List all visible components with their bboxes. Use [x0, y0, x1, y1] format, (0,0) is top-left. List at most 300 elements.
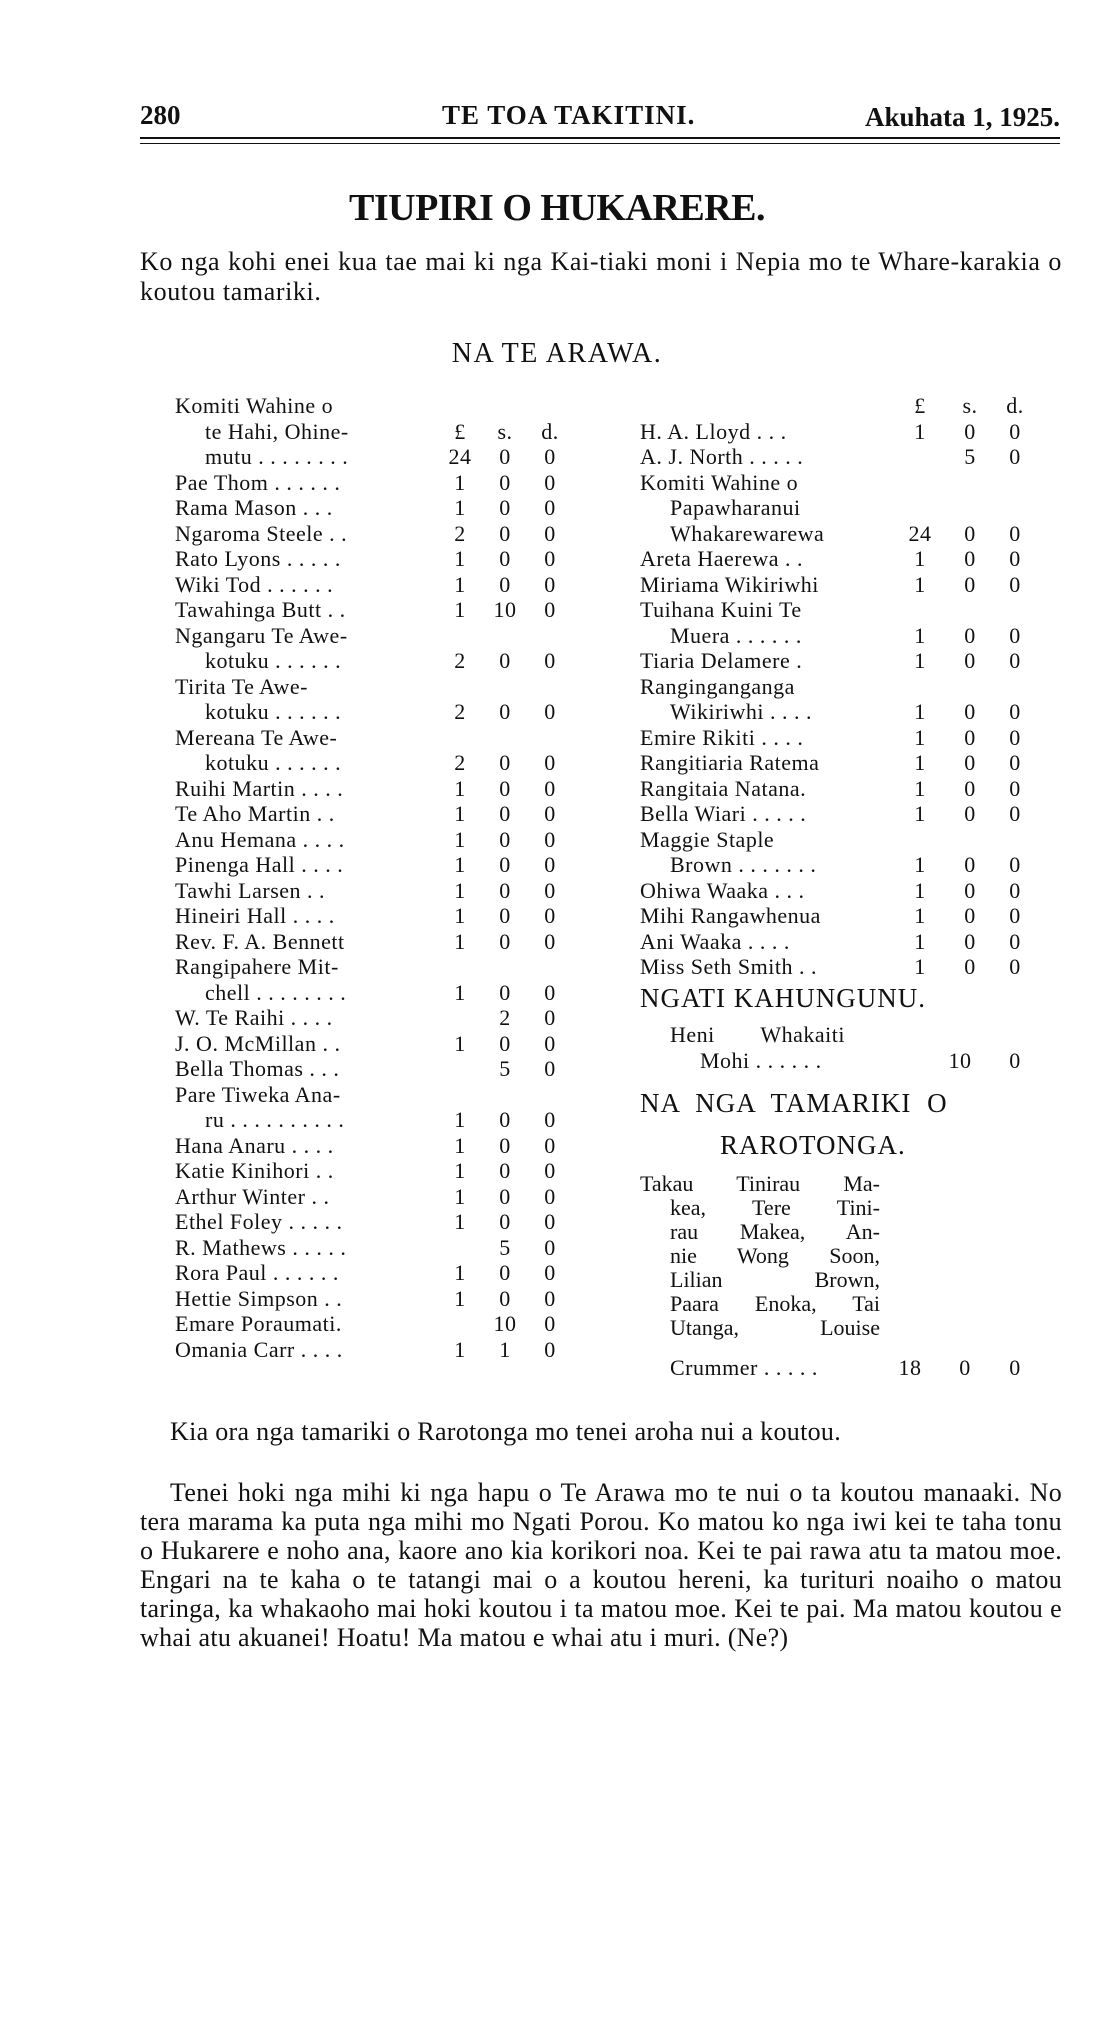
- donor-row: [175, 852, 565, 878]
- donor-row: [175, 954, 565, 980]
- donor-name: R. Mathews . . . . .: [175, 1234, 347, 1260]
- donor-row: [640, 801, 1060, 827]
- amount-pence: 0: [544, 1183, 556, 1209]
- donor-name: Miss Seth Smith . .: [640, 954, 817, 979]
- amount-pence: 0: [544, 928, 556, 954]
- rarotonga-name-line: Utanga, Louise: [670, 1315, 880, 1340]
- amount-shillings: 0: [499, 648, 511, 673]
- amount-shillings: 0: [499, 928, 511, 954]
- donor-row: [175, 980, 565, 1006]
- amount-pounds: 1: [914, 801, 926, 826]
- section-heading-rarotonga-2: RAROTONGA.: [720, 1130, 906, 1160]
- donor-row: [640, 470, 1060, 496]
- section-heading-rarotonga: NA NGA TAMARIKI O: [640, 1088, 948, 1118]
- amount-pence: 0: [544, 750, 556, 775]
- donor-name: Ohiwa Waaka . . .: [640, 877, 805, 903]
- kahungunu-pounds: 10: [948, 1047, 972, 1073]
- amount-pence: 0: [544, 801, 556, 826]
- donor-name: Rora Paul . . . . . .: [175, 1260, 339, 1285]
- amount-pence: 0: [544, 520, 556, 546]
- amount-shillings: 0: [499, 1260, 511, 1285]
- amount-shillings: 0: [499, 775, 511, 801]
- donor-row: [175, 929, 565, 955]
- amount-pence: 0: [544, 1005, 556, 1030]
- rarotonga-total-shillings: 0: [959, 1355, 971, 1380]
- amount-shillings: 0: [964, 622, 976, 648]
- donor-row: [175, 1056, 565, 1082]
- amount-pounds: 2: [454, 520, 466, 546]
- donor-name: W. Te Raihi . . . .: [175, 1005, 333, 1030]
- amount-pounds: 2: [454, 699, 466, 724]
- amount-shillings: 0: [499, 495, 511, 520]
- amount-shillings: 0: [964, 877, 976, 903]
- amount-pence: 0: [544, 1285, 556, 1311]
- kahungunu-name-line1: Heni Whakaiti: [670, 1022, 845, 1047]
- donor-list-left: [175, 393, 565, 1362]
- amount-pence: 0: [544, 826, 556, 852]
- amount-shillings: 0: [964, 903, 976, 928]
- amount-shillings: 0: [499, 546, 511, 571]
- rarotonga-name-line: kea, Tere Tini-: [670, 1195, 880, 1220]
- amount-shillings: 0: [964, 928, 976, 954]
- amount-pence: 0: [1009, 954, 1021, 979]
- amount-pounds: 1: [914, 852, 926, 877]
- amount-shillings: s.: [962, 393, 978, 418]
- donor-row: [175, 1260, 565, 1286]
- amount-shillings: 0: [964, 852, 976, 877]
- donor-name: Emare Poraumati.: [175, 1311, 342, 1336]
- donor-name: Ngangaru Te Awe-: [175, 622, 348, 648]
- donor-row: [175, 1158, 565, 1184]
- amount-shillings: 2: [499, 1005, 511, 1030]
- amount-pence: 0: [544, 444, 556, 469]
- donor-row: [640, 572, 1060, 598]
- amount-shillings: 0: [499, 826, 511, 852]
- amount-pounds: 1: [454, 1132, 466, 1158]
- donor-row: [175, 776, 565, 802]
- donor-row: [640, 699, 1060, 725]
- donor-name: Bella Thomas . . .: [175, 1056, 340, 1081]
- donor-name: A. J. North . . . . .: [640, 444, 804, 469]
- amount-shillings: 0: [499, 469, 511, 495]
- amount-pence: 0: [1009, 877, 1021, 903]
- amount-pence: 0: [1009, 903, 1021, 928]
- donor-row: [175, 725, 565, 751]
- amount-shillings: 0: [964, 520, 976, 546]
- amount-shillings: 5: [499, 1056, 511, 1081]
- amount-pence: d.: [1006, 393, 1024, 418]
- donor-name: Bella Wiari . . . . .: [640, 801, 807, 826]
- donor-name: Hettie Simpson . .: [175, 1285, 343, 1311]
- amount-pounds: 2: [454, 750, 466, 775]
- kahungunu-entry: [640, 1022, 1060, 1073]
- amount-shillings: 0: [964, 750, 976, 775]
- donor-row: [175, 1311, 565, 1337]
- amount-pounds: 1: [454, 1183, 466, 1209]
- amount-shillings: 0: [499, 444, 511, 469]
- amount-pence: 0: [1009, 520, 1021, 546]
- amount-pence: 0: [544, 852, 556, 877]
- amount-shillings: 0: [499, 1158, 511, 1183]
- publication-title: TE TOA TAKITINI.: [442, 100, 696, 130]
- amount-shillings: 0: [964, 571, 976, 597]
- donor-name: Emire Rikiti . . . .: [640, 724, 804, 750]
- donor-row: [640, 597, 1060, 623]
- donor-row: [175, 623, 565, 649]
- amount-shillings: 0: [499, 520, 511, 546]
- donor-row: [175, 1031, 565, 1057]
- amount-shillings: 10: [493, 597, 517, 622]
- amount-pence: 0: [544, 597, 556, 622]
- donor-name: Ranginganganga: [640, 673, 795, 699]
- donor-row: [640, 903, 1060, 929]
- donor-row: [640, 546, 1060, 572]
- amount-pence: 0: [544, 1234, 556, 1260]
- amount-pence: 0: [1009, 418, 1021, 444]
- amount-shillings: 0: [964, 648, 976, 673]
- header-rule: [140, 137, 1060, 139]
- issue-date: Akuhata 1, 1925.: [864, 102, 1060, 132]
- donor-name: Mihi Rangawhenua: [640, 903, 821, 928]
- donor-name: Hineiri Hall . . . .: [175, 903, 335, 928]
- donor-name: Wikiriwhi . . . .: [670, 699, 813, 724]
- intro-paragraph: Ko nga kohi enei kua tae mai ki nga Kai-tiaki moni i Nepia mo te Whare-karakia o koutou tamariki.: [140, 247, 1062, 306]
- donor-name: Katie Kinihori . .: [175, 1158, 334, 1183]
- donor-name: Rangipahere Mit-: [175, 954, 339, 979]
- amount-pence: d.: [541, 418, 559, 444]
- amount-pence: 0: [544, 877, 556, 903]
- amount-shillings: 5: [964, 444, 976, 469]
- amount-pence: 0: [1009, 571, 1021, 597]
- amount-pounds: 1: [914, 724, 926, 750]
- donor-name: Brown . . . . . . .: [670, 852, 817, 877]
- amount-pounds: 1: [454, 571, 466, 597]
- donor-row: [640, 674, 1060, 700]
- donor-name: chell . . . . . . . .: [205, 979, 347, 1005]
- amount-pounds: 1: [454, 1209, 466, 1234]
- amount-pence: 0: [544, 1311, 556, 1336]
- donor-name: Tawhi Larsen . .: [175, 877, 326, 903]
- donor-name: Papawharanui: [670, 495, 801, 520]
- amount-pence: 0: [1009, 852, 1021, 877]
- donor-row: [175, 546, 565, 572]
- donor-name: Tawahinga Butt . .: [175, 597, 346, 622]
- donor-row: [640, 623, 1060, 649]
- amount-pence: 0: [1009, 928, 1021, 954]
- amount-pounds: 1: [454, 877, 466, 903]
- amount-pence: 0: [544, 546, 556, 571]
- amount-pounds: 1: [454, 546, 466, 571]
- donor-name: J. O. McMillan . .: [175, 1030, 341, 1056]
- amount-shillings: 0: [964, 775, 976, 801]
- donor-name: Omania Carr . . . .: [175, 1336, 343, 1362]
- donor-name: Maggie Staple: [640, 826, 775, 852]
- amount-shillings: 0: [964, 724, 976, 750]
- amount-shillings: 0: [499, 1285, 511, 1311]
- amount-shillings: 1: [499, 1336, 511, 1362]
- donor-row: [640, 852, 1060, 878]
- amount-pence: 0: [544, 1209, 556, 1234]
- donor-row: [640, 419, 1060, 445]
- amount-shillings: 0: [499, 1107, 511, 1132]
- donor-row: [175, 1184, 565, 1210]
- donor-name: te Hahi, Ohine-: [205, 418, 349, 444]
- donor-name: Miriama Wikiriwhi: [640, 571, 819, 597]
- amount-shillings: 0: [499, 1183, 511, 1209]
- amount-shillings: 0: [499, 750, 511, 775]
- amount-pounds: 1: [454, 903, 466, 928]
- donor-row: [175, 1107, 565, 1133]
- donor-name: mutu . . . . . . . .: [205, 444, 349, 469]
- section-heading-arawa: NA TE ARAWA.: [451, 338, 663, 369]
- amount-shillings: 0: [499, 1209, 511, 1234]
- amount-pounds: 1: [454, 1336, 466, 1362]
- amount-pounds: 1: [914, 622, 926, 648]
- paragraph-thanks-rarotonga: Kia ora nga tamariki o Rarotonga mo tenei aroha nui a koutou.: [170, 1417, 841, 1446]
- donor-row: [640, 521, 1060, 547]
- donor-name: Rama Mason . . .: [175, 495, 333, 520]
- donor-name: Tiaria Delamere .: [640, 648, 803, 673]
- amount-pounds: 1: [914, 546, 926, 571]
- donor-row: [175, 393, 565, 419]
- amount-shillings: 0: [499, 852, 511, 877]
- amount-pounds: 2: [454, 648, 466, 673]
- amount-pence: 0: [544, 1056, 556, 1081]
- amount-shillings: 5: [499, 1234, 511, 1260]
- donor-row: [175, 674, 565, 700]
- amount-pounds: 1: [454, 1158, 466, 1183]
- page-number: 280: [140, 100, 181, 130]
- donor-name: Tirita Te Awe-: [175, 673, 308, 699]
- amount-shillings: 0: [964, 954, 976, 979]
- amount-pounds: 1: [454, 826, 466, 852]
- amount-pounds: 1: [914, 903, 926, 928]
- donor-name: Pare Tiweka Ana-: [175, 1081, 341, 1107]
- amount-pounds: 1: [454, 775, 466, 801]
- donor-name: Rato Lyons . . . . .: [175, 546, 341, 571]
- amount-pence: 0: [1009, 775, 1021, 801]
- amount-pence: 0: [544, 979, 556, 1005]
- rarotonga-total-pounds: 18: [898, 1355, 922, 1380]
- amount-pence: 0: [544, 1132, 556, 1158]
- amount-pence: 0: [1009, 699, 1021, 724]
- donor-row: [175, 495, 565, 521]
- amount-pounds: 1: [454, 1030, 466, 1056]
- amount-shillings: 0: [964, 546, 976, 571]
- amount-pence: 0: [544, 699, 556, 724]
- amount-pounds: 1: [454, 597, 466, 622]
- donor-name: Whakarewarewa: [670, 520, 825, 546]
- amount-pounds: 1: [914, 954, 926, 979]
- amount-shillings: 0: [499, 801, 511, 826]
- amount-pounds: 1: [454, 801, 466, 826]
- amount-pence: 0: [544, 903, 556, 928]
- amount-pounds: 1: [454, 469, 466, 495]
- amount-shillings: s.: [497, 418, 513, 444]
- donor-name: H. A. Lloyd . . .: [640, 418, 787, 444]
- donor-row: [175, 750, 565, 776]
- donor-row: [175, 648, 565, 674]
- amount-pounds: 1: [914, 928, 926, 954]
- donor-name: kotuku . . . . . .: [205, 648, 342, 673]
- donor-name: Rev. F. A. Bennett: [175, 928, 345, 954]
- amount-shillings: 0: [499, 571, 511, 597]
- donor-name: Te Aho Martin . .: [175, 801, 335, 826]
- donor-row: [640, 725, 1060, 751]
- amount-pounds: 1: [454, 1285, 466, 1311]
- donor-row: [175, 1005, 565, 1031]
- donor-row: [175, 572, 565, 598]
- amount-pounds: 1: [454, 852, 466, 877]
- amount-pence: 0: [544, 1260, 556, 1285]
- donor-row: [640, 954, 1060, 980]
- amount-shillings: 0: [964, 418, 976, 444]
- donor-name: Arthur Winter . .: [175, 1183, 330, 1209]
- donor-name: Wiki Tod . . . . . .: [175, 571, 334, 597]
- donor-name: Ethel Foley . . . . .: [175, 1209, 343, 1234]
- amount-pounds: 1: [454, 979, 466, 1005]
- amount-pence: 0: [544, 571, 556, 597]
- amount-pence: 0: [1009, 801, 1021, 826]
- donor-row: [175, 1209, 565, 1235]
- amount-pounds: 1: [914, 418, 926, 444]
- donor-row: [640, 827, 1060, 853]
- donor-name: Ngaroma Steele . .: [175, 520, 348, 546]
- donor-name: Ruihi Martin . . . .: [175, 775, 344, 801]
- donor-name: Mereana Te Awe-: [175, 724, 338, 750]
- amount-pence: 0: [544, 469, 556, 495]
- amount-pounds: 1: [914, 699, 926, 724]
- amount-pence: 0: [1009, 724, 1021, 750]
- rarotonga-name-line: Takau Tinirau Ma-: [640, 1171, 880, 1196]
- amount-shillings: 0: [499, 979, 511, 1005]
- amount-pence: 0: [544, 648, 556, 673]
- amount-pounds: 1: [914, 750, 926, 775]
- amount-pence: 0: [1009, 444, 1021, 469]
- amount-pounds: 1: [914, 877, 926, 903]
- donor-row: [640, 393, 1060, 419]
- donor-name: Rangitiaria Ratema: [640, 750, 820, 775]
- donor-name: Pinenga Hall . . . .: [175, 852, 344, 877]
- kahungunu-name-line2: Mohi . . . . . .: [700, 1047, 822, 1073]
- amount-pounds: 1: [914, 571, 926, 597]
- amount-shillings: 0: [964, 801, 976, 826]
- amount-pounds: 1: [454, 1107, 466, 1132]
- donor-row: [640, 444, 1060, 470]
- rarotonga-total-name: Crummer . . . . .: [670, 1355, 818, 1380]
- amount-pence: 0: [544, 1107, 556, 1132]
- donor-name: Pae Thom . . . . . .: [175, 469, 341, 495]
- header-rule-thin: [140, 143, 1060, 144]
- donor-row: [175, 699, 565, 725]
- rarotonga-name-line: Paara Enoka, Tai: [670, 1291, 880, 1316]
- section-heading-kahungunu: NGATI KAHUNGUNU.: [640, 983, 926, 1013]
- amount-pounds: £: [914, 393, 926, 418]
- donor-row: [640, 776, 1060, 802]
- amount-pence: 0: [1009, 750, 1021, 775]
- amount-shillings: 0: [499, 877, 511, 903]
- amount-pence: 0: [544, 495, 556, 520]
- donor-name: Anu Hemana . . . .: [175, 826, 345, 852]
- donor-row: [175, 470, 565, 496]
- donor-row: [175, 903, 565, 929]
- donor-list-right: [640, 393, 1060, 980]
- amount-pence: 0: [544, 1336, 556, 1362]
- amount-pounds: 1: [454, 495, 466, 520]
- amount-pence: 0: [1009, 546, 1021, 571]
- amount-pounds: 24: [448, 444, 472, 469]
- donor-row: [175, 597, 565, 623]
- donor-row: [640, 750, 1060, 776]
- kahungunu-shillings: 0: [1009, 1047, 1021, 1073]
- amount-pence: 0: [544, 1158, 556, 1183]
- rarotonga-name-line: nie Wong Soon,: [670, 1243, 880, 1268]
- donor-row: [175, 1337, 565, 1363]
- running-header: [140, 100, 1060, 134]
- amount-pounds: 1: [914, 648, 926, 673]
- donor-name: Muera . . . . . .: [670, 622, 802, 648]
- amount-pence: 0: [1009, 622, 1021, 648]
- donor-row: [175, 1133, 565, 1159]
- donor-name: ru . . . . . . . . . .: [205, 1107, 345, 1132]
- donor-name: kotuku . . . . . .: [205, 699, 342, 724]
- amount-pounds: £: [454, 418, 466, 444]
- amount-pounds: 1: [914, 775, 926, 801]
- donor-row: [175, 419, 565, 445]
- amount-pence: 0: [544, 1030, 556, 1056]
- donor-row: [640, 929, 1060, 955]
- donor-row: [175, 878, 565, 904]
- donor-row: [640, 648, 1060, 674]
- donor-name: Ani Waaka . . . .: [640, 928, 790, 954]
- amount-shillings: 0: [499, 1132, 511, 1158]
- amount-shillings: 0: [499, 699, 511, 724]
- article-title: TIUPIRI O HUKARERE.: [349, 187, 765, 229]
- donor-row: [175, 521, 565, 547]
- donor-row: [175, 444, 565, 470]
- amount-shillings: 0: [499, 903, 511, 928]
- amount-shillings: 0: [964, 699, 976, 724]
- donor-row: [640, 878, 1060, 904]
- donor-row: [175, 827, 565, 853]
- amount-shillings: 10: [493, 1311, 517, 1336]
- rarotonga-total: [640, 1355, 1060, 1381]
- rarotonga-donor-names: [640, 1172, 880, 1340]
- donor-name: Tuihana Kuini Te: [640, 597, 802, 622]
- donor-row: [640, 495, 1060, 521]
- amount-shillings: 0: [499, 1030, 511, 1056]
- rarotonga-total-pence: 0: [1009, 1355, 1021, 1380]
- donor-name: Komiti Wahine o: [175, 393, 334, 418]
- rarotonga-name-line: Lilian Brown,: [670, 1267, 880, 1292]
- donor-row: [175, 1082, 565, 1108]
- donor-name: Komiti Wahine o: [640, 469, 799, 495]
- amount-pounds: 1: [454, 928, 466, 954]
- donor-name: Hana Anaru . . . .: [175, 1132, 334, 1158]
- donor-name: Rangitaia Natana.: [640, 775, 807, 801]
- amount-pence: 0: [544, 775, 556, 801]
- paragraph-thanks-arawa: Tenei hoki nga mihi ki nga hapu o Te Arawa mo te nui o ta koutou manaaki. No tera marama ka puta nga mihi mo Ngati Porou. Ko matou ko nga iwi kei te taha tonu o Hukarere e noho ana, kaore ano kia korikori noa. Kei te pai rawa atu ta matou moe. Engari na te kaha o te tatangi mai o a koutou hereni, ka turituri noaiho o matou taringa, ka whakaoho mai hoki koutou i ta matou moe. Kei te pai. Ma matou koutou e whai atu akuanei! Hoatu! Ma matou e whai atu i muri. (Ne?): [140, 1478, 1062, 1652]
- donor-name: Areta Haerewa . .: [640, 546, 804, 571]
- donor-name: kotuku . . . . . .: [205, 750, 342, 775]
- donor-row: [175, 1235, 565, 1261]
- donor-row: [175, 801, 565, 827]
- amount-pounds: 24: [908, 520, 932, 546]
- donor-row: [175, 1286, 565, 1312]
- amount-pence: 0: [1009, 648, 1021, 673]
- amount-pounds: 1: [454, 1260, 466, 1285]
- rarotonga-name-line: rau Makea, An-: [670, 1219, 880, 1244]
